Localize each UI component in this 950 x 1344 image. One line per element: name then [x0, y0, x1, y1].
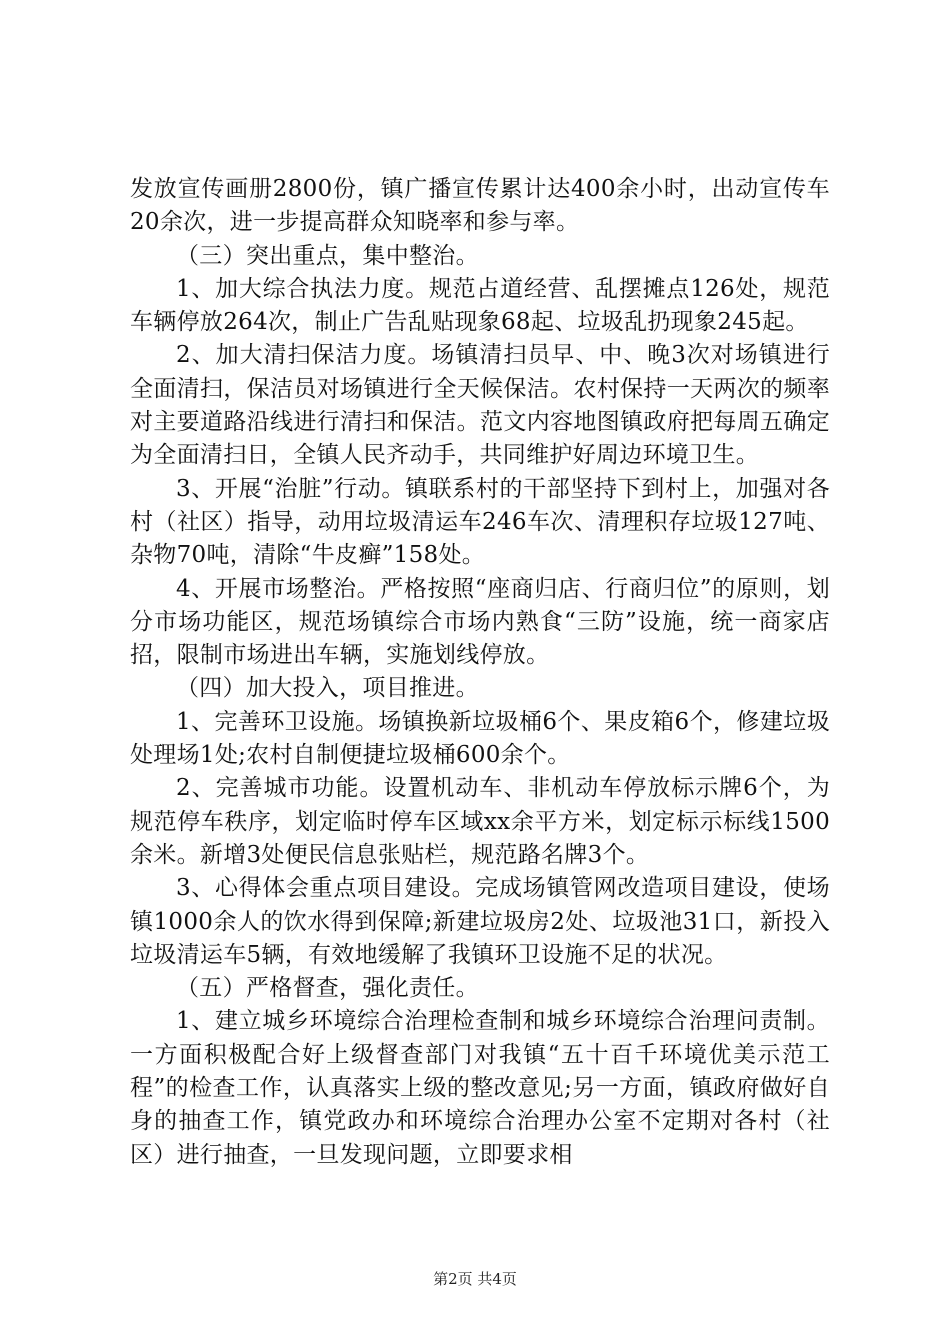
- section-heading-3: （三）突出重点，集中整治。: [176, 242, 479, 269]
- section-heading-5: （五）严格督查，强化责任。: [176, 975, 479, 1002]
- paragraph-enforcement: 1、加大综合执法力度。规范占道经营、乱摆摊点126处，规范车辆停放264次，制止广告乱贴现象68起、垃圾乱扔现象245起。: [130, 275, 830, 336]
- paragraph-key-projects: 3、心得体会重点项目建设。完成场镇管网改造项目建设，使场镇1000余人的饮水得到保障;新建垃圾房2处、垃圾池31口，新投入垃圾清运车5辆，有效地缓解了我镇环卫设施不足的状况。: [130, 875, 830, 968]
- document-body: [130, 173, 830, 1172]
- paragraph-anti-dirt: 3、开展“治脏”行动。镇联系村的干部坚持下到村上，加强对各村（社区）指导，动用垃圾清运车246车次、清理积存垃圾127吨、杂物70吨，清除“牛皮癣”158处。: [130, 475, 830, 569]
- section-heading-4: （四）加大投入，项目推进。: [176, 675, 479, 702]
- paragraph-city-functions: 2、完善城市功能。设置机动车、非机动车停放标示牌6个，为规范停车秩序，划定临时停车区域xx余平方米，划定标示标线1500余米。新增3处便民信息张贴栏，规范路名牌3个。: [130, 775, 830, 868]
- paragraph-continuation: 发放宣传画册2800份，镇广播宣传累计达400余小时，出动宣传车20余次，进一步提高群众知晓率和参与率。: [130, 176, 830, 236]
- paragraph-market: 4、开展市场整治。严格按照“座商归店、行商归位”的原则，划分市场功能区，规范场镇综合市场内熟食“三防”设施，统一商家店招，限制市场进出车辆，实施划线停放。: [130, 575, 830, 669]
- paragraph-sanitation-facilities: 1、完善环卫设施。场镇换新垃圾桶6个、果皮箱6个，修建垃圾处理场1处;农村自制便捷垃圾桶600余个。: [130, 708, 830, 769]
- page-footer: 第2页 共4页: [433, 1270, 517, 1288]
- paragraph-inspection: 1、建立城乡环境综合治理检查制和城乡环境综合治理问责制。一方面积极配合好上级督查部门对我镇“五十百千环境优美示范工程”的检查工作，认真落实上级的整改意见;另一方面，镇政府做好自身的抽查工作，镇党政办和环境综合治理办公室不定期对各村（社区）进行抽查，一旦发现问题，立即要求相: [130, 1008, 830, 1168]
- paragraph-cleaning: 2、加大清扫保洁力度。场镇清扫员早、中、晚3次对场镇进行全面清扫，保洁员对场镇进行全天候保洁。农村保持一天两次的频率对主要道路沿线进行清扫和保洁。范文内容地图镇政府把每周五确定为全面清扫日，全镇人民齐动手，共同维护好周边环境卫生。: [130, 342, 830, 469]
